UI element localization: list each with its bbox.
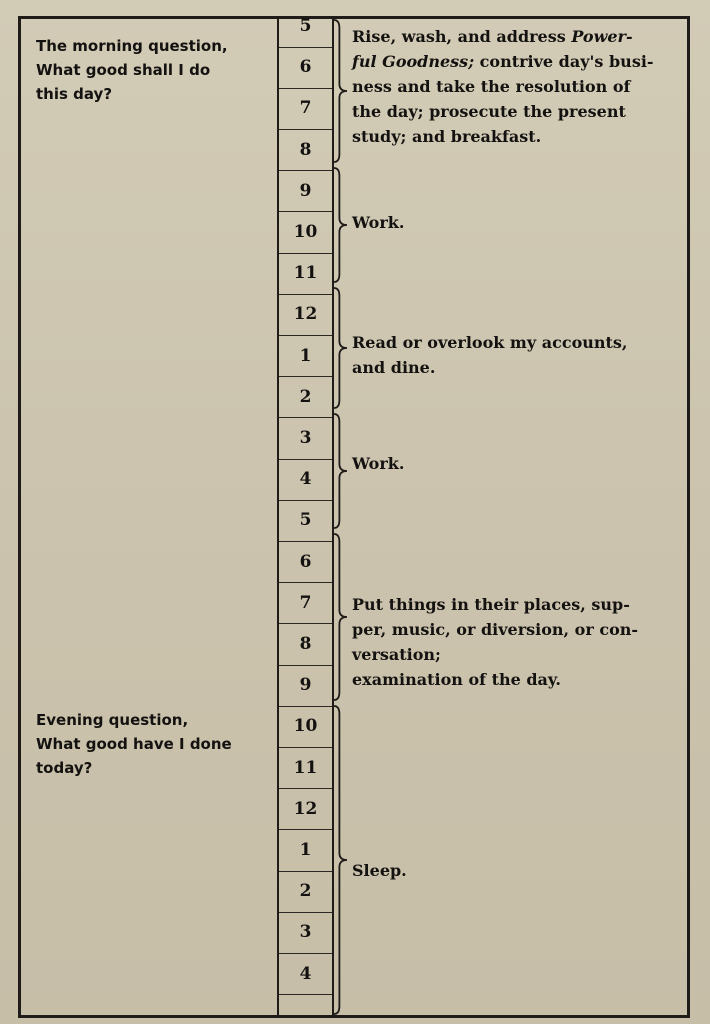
morning-question-line3: this day? [36,85,113,103]
evening-question [36,708,272,780]
hour-separator [279,994,332,995]
hour-separator [279,912,332,913]
task-morning-line1b: Power- [571,27,633,46]
task-noon-line2: and dine. [352,358,436,377]
hour-separator [279,47,332,48]
task-evening-line2: per, music, or diversion, or con- [352,620,639,639]
hour-separator [279,417,332,418]
hour-separator [279,88,332,89]
evening-question-title: Evening question, [36,711,189,729]
task-evening [352,592,684,692]
hour-label: 2 [299,386,312,407]
hour-label: 11 [293,263,318,284]
hour-label: 3 [299,922,312,943]
hour-separator [279,253,332,254]
task-work-afternoon: Work. [352,454,405,473]
task-evening-line4: examination of the day. [352,670,561,689]
hour-label: 10 [293,716,318,737]
hour-separator [279,335,332,336]
hour-separator [279,500,332,501]
hour-separator [279,871,332,872]
task-work-morning: Work. [352,213,405,232]
hour-separator [279,829,332,830]
task-evening-line1: Put things in their places, sup- [352,595,630,614]
hour-separator [279,541,332,542]
task-morning-line2a: ful Goodness; [352,52,475,71]
task-morning-line1a: Rise, wash, and address [352,27,566,46]
hour-label: 9 [299,180,312,201]
hour-label: 7 [299,98,312,119]
hour-separator [279,706,332,707]
task-morning [352,24,684,149]
morning-question-title: The morning question, [36,37,228,55]
hour-separator [279,582,332,583]
hour-label: 4 [299,963,312,984]
task-noon [352,330,684,380]
hour-label: 3 [299,428,312,448]
task-sleep: Sleep. [352,861,407,880]
hour-label: 4 [299,469,312,490]
evening-question-line3: today? [36,759,93,777]
hour-separator [279,459,332,460]
morning-question [36,34,272,106]
hour-label: 2 [299,881,312,902]
hour-label: 1 [299,840,312,860]
hour-separator [279,170,332,171]
hour-separator [279,211,332,212]
hour-separator [279,788,332,789]
hour-label: 5 [299,16,312,36]
hour-separator [279,953,332,954]
task-noon-line1: Read or overlook my accounts, [352,333,628,352]
hour-label: 9 [299,675,312,696]
morning-question-line2: What good shall I do [36,61,211,79]
hour-separator [279,376,332,377]
task-morning-line3: ness and take the resolution of [352,77,631,96]
hour-label: 6 [299,551,312,572]
hour-label: 7 [299,592,312,613]
hour-label: 6 [299,57,312,78]
hour-separator [279,665,332,666]
hour-separator [279,294,332,295]
hour-separator [279,129,332,130]
evening-question-line2: What good have I done [36,735,232,753]
task-morning-line5: study; and breakfast. [352,127,542,146]
task-morning-line4: the day; prosecute the present [352,102,626,121]
hour-separator [279,747,332,748]
hour-label: 12 [293,304,318,325]
hour-label: 8 [299,139,312,160]
hour-label: 10 [293,222,318,242]
hour-label: 8 [299,634,312,654]
right-column-divider [332,16,334,1018]
hour-label: 5 [299,510,312,531]
hour-separator [279,623,332,624]
hour-label: 12 [293,798,318,819]
hour-label: 1 [299,345,312,366]
task-evening-line3: versation; [352,645,441,664]
task-morning-line2b: contrive day's busi- [479,52,654,71]
hour-label: 11 [293,757,318,778]
